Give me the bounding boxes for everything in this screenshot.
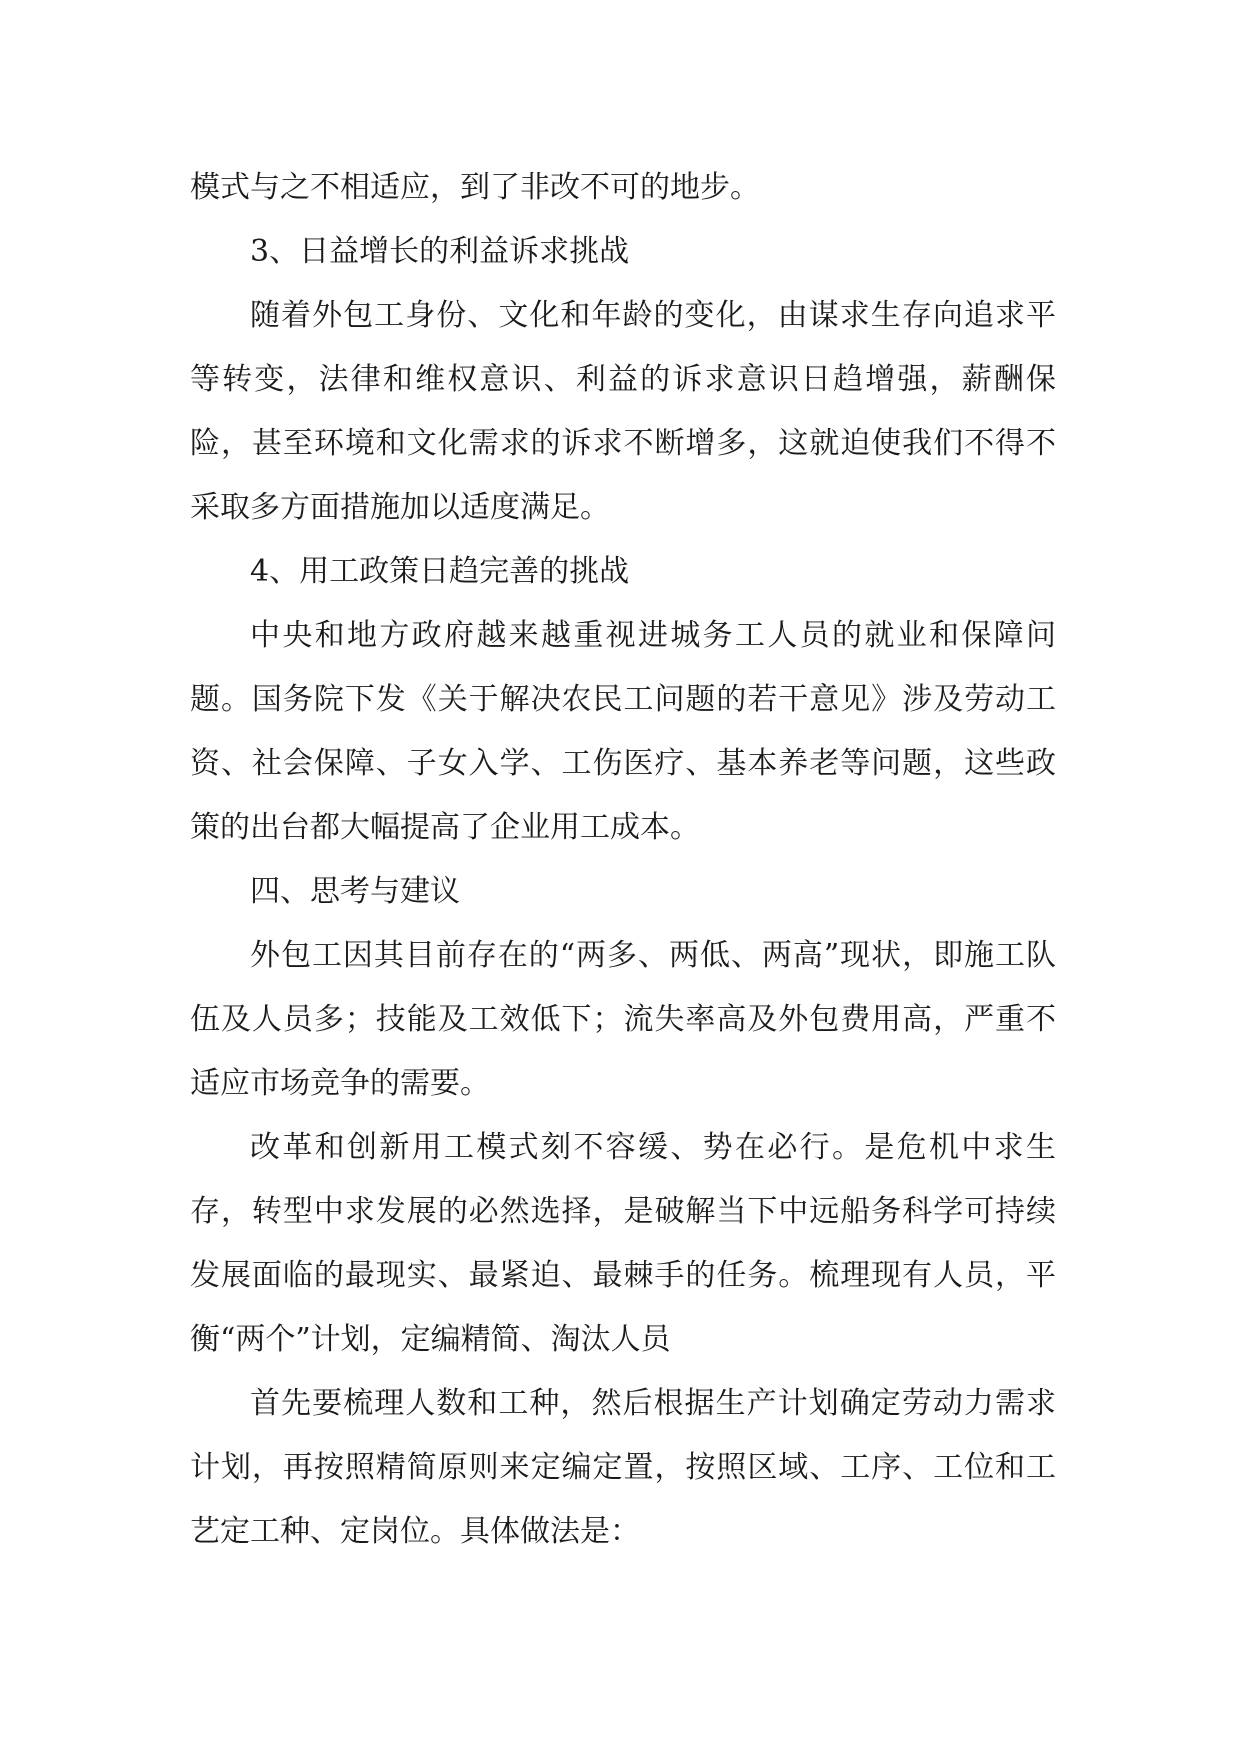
paragraph-method: 首先要梳理人数和工种，然后根据生产计划确定劳动力需求计划，再按照精简原则来定编定置，按照区域、工序、工位和工艺定工种、定岗位。具体做法是： (190, 1386, 1056, 1549)
paragraph-interest-demands: 随着外包工身份、文化和年龄的变化，由谋求生存向追求平等转变，法律和维权意识、利益的诉求意识日趋增强，薪酬保险，甚至环境和文化需求的诉求不断增多，这就迫使我们不得不采取多方面措施加以适度满足。 (190, 298, 1056, 525)
paragraph-employment-policy: 中央和地方政府越来越重视进城务工人员的就业和保障问题。国务院下发《关于解决农民工问题的若干意见》涉及劳动工资、社会保障、子女入学、工伤医疗、基本养老等问题，这些政策的出台都大幅提高了企业用工成本。 (190, 618, 1056, 845)
paragraph-reform: 改革和创新用工模式刻不容缓、势在必行。是危机中求生存，转型中求发展的必然选择，是破解当下中远船务科学可持续发展面临的最现实、最紧迫、最棘手的任务。梳理现有人员，平衡“两个”计划，定编精简、淘汰人员 (190, 1130, 1056, 1357)
section-heading-thoughts: 四、思考与建议 (250, 874, 460, 909)
document-body (190, 156, 1056, 1564)
section-heading-4: 4、用工政策日趋完善的挑战 (250, 554, 630, 589)
paragraph-outsourcing-status: 外包工因其目前存在的“两多、两低、两高”现状，即施工队伍及人员多；技能及工效低下；流失率高及外包费用高，严重不适应市场竞争的需要。 (190, 938, 1056, 1101)
section-heading-3: 3、日益增长的利益诉求挑战 (250, 234, 630, 269)
paragraph-continuation: 模式与之不相适应，到了非改不可的地步。 (190, 170, 760, 205)
